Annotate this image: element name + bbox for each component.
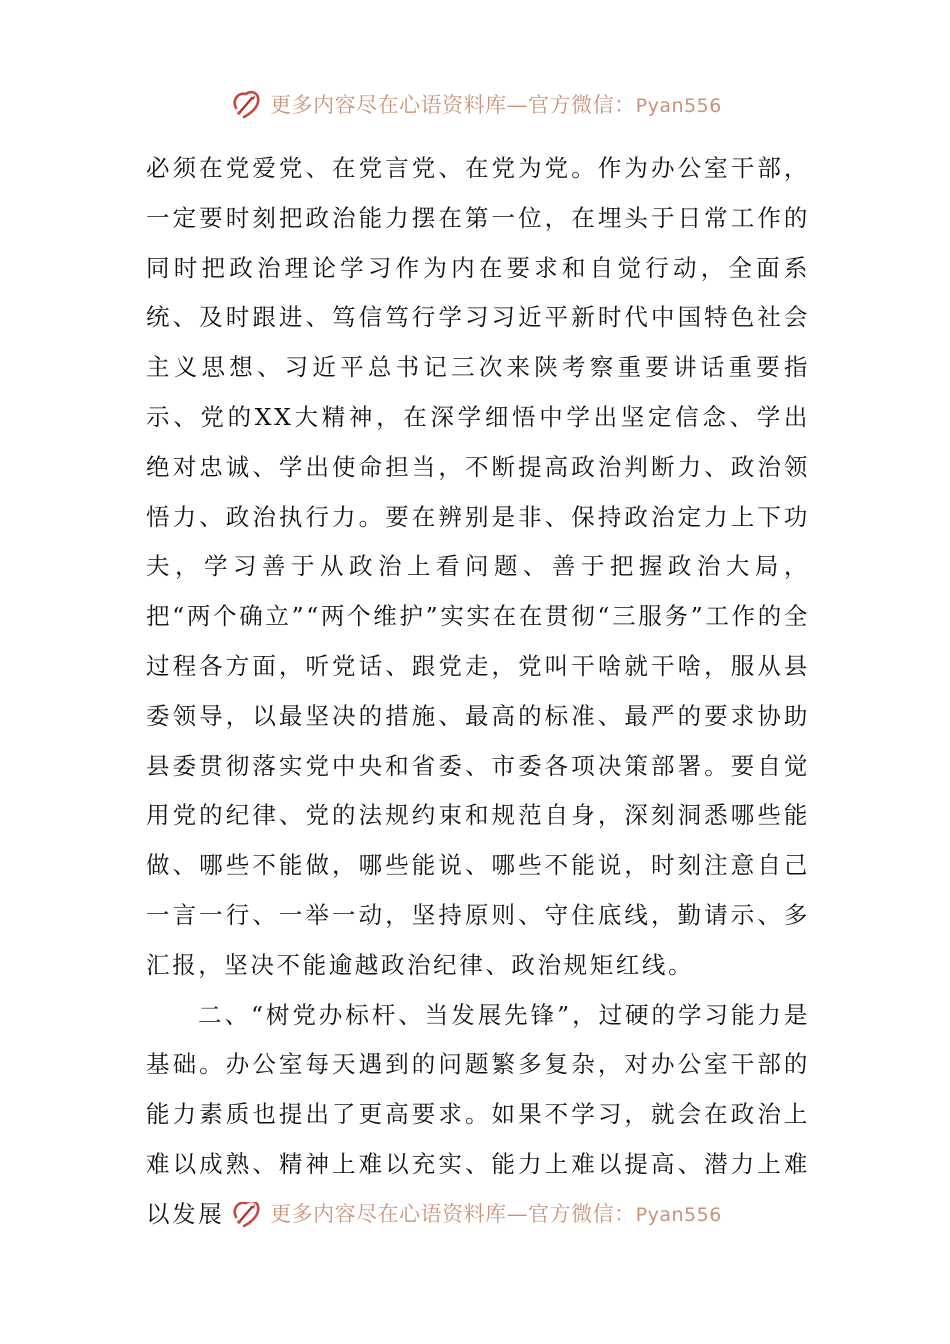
document-body [146, 144, 810, 1240]
footer-watermark-banner [0, 1202, 950, 1236]
body-paragraph-1: 必须在党爱党、在党言党、在党为党。作为办公室干部，一定要时刻把政治能力摆在第一位，在埋头于日常工作的同时把政治理论学习作为内在要求和自觉行动，全面系统、及时跟进、笃信笃行学习习近平新时代中国特色社会主义思想、习近平总书记三次来陕考察重要讲话重要指示、党的XX大精神，在深学细悟中学出坚定信念、学出绝对忠诚、学出使命担当，不断提高政治判断力、政治领悟力、政治执行力。要在辨别是非、保持政治定力上下功夫，学习善于从政治上看问题、善于把握政治大局，把“两个确立”“两个维护”实实在在贯彻“三服务”工作的全过程各方面，听党话、跟党走，党叫干啥就干啥，服从县委领导，以最坚决的措施、最高的标准、最严的要求协助县委贯彻落实党中央和省委、市委各项决策部署。要自觉用党的纪律、党的法规约束和规范自身，深刻洞悉哪些能做、哪些不能做，哪些能说、哪些不能说，时刻注意自己一言一行、一举一动，坚持原则、守住底线，勤请示、多汇报，坚决不能逾越政治纪律、政治规矩红线。 [146, 154, 810, 979]
pen-heart-logo-icon [228, 1202, 264, 1231]
footer-banner-text: 更多内容尽在心语资料库—官方微信：Pyan556 [270, 1202, 722, 1226]
pen-heart-logo-icon [228, 86, 264, 122]
header-banner-text: 更多内容尽在心语资料库—官方微信：Pyan556 [270, 93, 722, 117]
body-paragraph-2: 二、“树党办标杆、当发展先锋”，过硬的学习能力是基础。办公室每天遇到的问题繁多复杂，对办公室干部的能力素质也提出了更高要求。如果不学习，就会在政治上难以成熟、精神上难以充实、能力上难以提高、潜力上难以发展 [146, 1000, 810, 1228]
header-watermark-banner [0, 84, 950, 124]
